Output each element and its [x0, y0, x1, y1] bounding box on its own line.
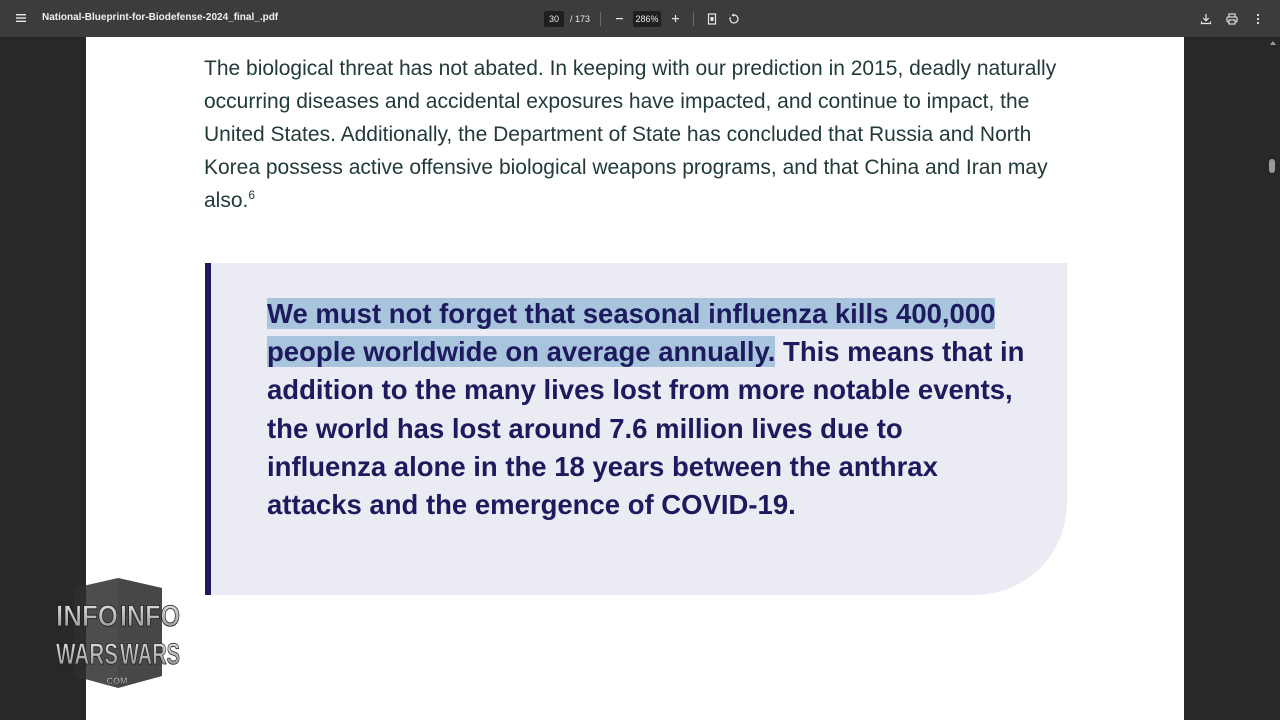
minus-icon — [615, 14, 624, 23]
rotate-button[interactable] — [726, 11, 742, 27]
page-number-input[interactable]: 30 — [544, 11, 564, 27]
vertical-scrollbar[interactable] — [1266, 37, 1280, 720]
page-zoom-controls — [544, 8, 742, 29]
svg-text:WARS: WARS — [56, 638, 118, 671]
menu-icon — [15, 13, 27, 23]
plus-icon — [671, 14, 680, 23]
fit-page-icon — [707, 13, 717, 25]
scroll-up-arrow-icon[interactable] — [1270, 41, 1276, 45]
more-vert-icon — [1256, 13, 1260, 25]
infowars-watermark-logo — [54, 578, 182, 690]
zoom-out-button[interactable] — [611, 11, 627, 27]
toolbar-divider — [600, 12, 601, 26]
more-options-button[interactable] — [1246, 7, 1270, 31]
scroll-thumb[interactable] — [1269, 159, 1275, 173]
pdf-toolbar — [0, 0, 1280, 37]
print-icon — [1226, 13, 1238, 25]
file-title: National-Blueprint-for-Biodefense-2024_final_.pdf — [42, 12, 279, 23]
rotate-icon — [728, 13, 740, 25]
page-total: / 173 — [570, 13, 591, 24]
zoom-in-button[interactable] — [667, 11, 683, 27]
logo-graphic — [54, 578, 182, 690]
svg-text:.COM: .COM — [104, 676, 128, 686]
fit-page-button[interactable] — [704, 11, 720, 27]
paragraph-text: The biological threat has not abated. In keeping with our prediction in 2015, deadly naturally occurring diseases and accidental exposures have impacted, and continue to impact, the United States. Additionally, the Department of State has concluded that Russia and North Korea possess active offensive biological weapons programs, and that China and Iran may also. — [204, 57, 1057, 212]
pdf-page — [86, 37, 1184, 720]
svg-text:WARS: WARS — [120, 638, 180, 671]
svg-text:INFO: INFO — [56, 600, 118, 633]
zoom-input[interactable]: 286% — [633, 11, 661, 27]
pull-quote-rest: This means that in addition to the many lives lost from more notable events, the world has lost around 7.6 million lives due to influenza alone in the 18 years between the anthrax attacks and the emergence of COVID-19. — [267, 336, 1025, 521]
print-button[interactable] — [1220, 7, 1244, 31]
footnote-marker[interactable]: 6 — [248, 188, 256, 202]
download-button[interactable] — [1194, 7, 1218, 31]
body-paragraph — [204, 52, 1084, 217]
download-icon — [1200, 13, 1212, 25]
svg-text:INFO: INFO — [120, 600, 180, 633]
toolbar-actions — [1194, 7, 1270, 31]
menu-button[interactable] — [9, 6, 33, 30]
pull-quote-text — [267, 295, 1027, 524]
toolbar-divider — [693, 12, 694, 26]
selected-text[interactable]: We must not forget that seasonal influenza kills 400,000 people worldwide on average annually. — [267, 298, 996, 368]
pull-quote-accent-bar — [205, 263, 211, 595]
